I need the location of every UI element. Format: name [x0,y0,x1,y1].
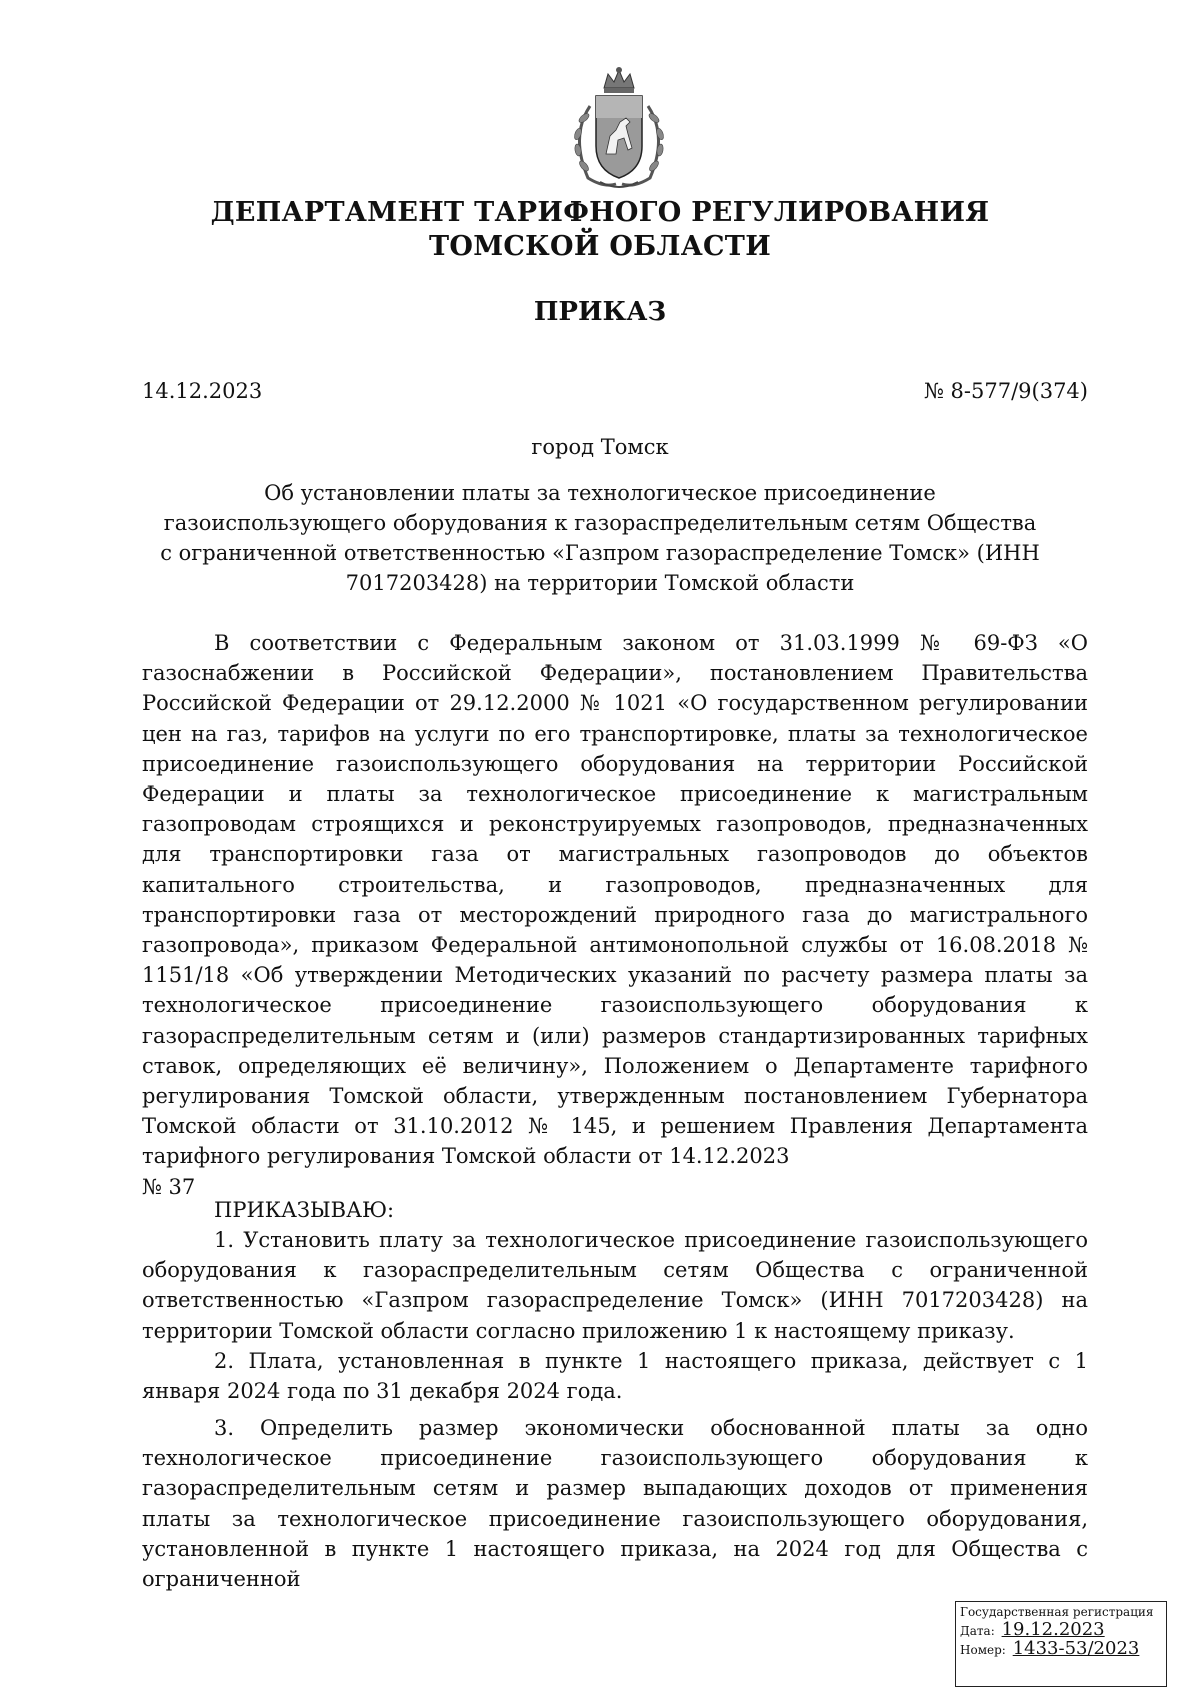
department-name [150,196,1050,264]
stamp-number-value: 1433-53/2023 [1012,1638,1140,1659]
order-subject: Об установлении платы за технологическое присоединение газоиспользующего оборудования к газораспределительным сетям Общества с ограниченной ответственностью «Газпром газораспределение Томск» (ИНН 7017203428) на территории Томской области [160,481,1040,595]
stamp-number-label: Номер: [960,1643,1006,1657]
stamp-date-value: 19.12.2023 [1001,1619,1105,1640]
department-name-line1: ДЕПАРТАМЕНТ ТАРИФНОГО РЕГУЛИРОВАНИЯ [210,197,990,228]
order-item-3: 3. Определить размер экономически обоснованной платы за одно технологическое присоединение газоиспользующего оборудования к газораспределительным сетям и размер выпадающих доходов от применения платы за технологическое присоединение газоиспользующего оборудования, установленной в пункте 1 настоящего приказа, на 2024 год для Общества с ограниченной [142,1416,1088,1592]
order-number: № 8-577/9(374) [924,379,1088,403]
city: город Томск [531,435,669,459]
stamp-title: Государственная регистрация [960,1605,1154,1619]
registration-stamp [955,1601,1167,1687]
preamble-tail: № 37 [142,1174,196,1199]
order-item-1: 1. Установить плату за технологическое присоединение газоиспользующего оборудования к газораспределительным сетям Общества с ограниченной ответственностью «Газпром газораспределение Томск» (ИНН 7017203428) на территории Томской области согласно приложению 1 к настоящему приказу. [142,1228,1088,1343]
order-item-2: 2. Плата, установленная в пункте 1 настоящего приказа, действует с 1 января 2024 года по 31 декабря 2024 года. [142,1349,1088,1404]
coat-of-arms-icon [560,66,678,194]
decree-word: ПРИКАЗЫВАЮ: [214,1198,395,1222]
preamble-text: В соответствии с Федеральным законом от 31.03.1999 № 69-ФЗ «О газоснабжении в Российской Федерации», постановлением Правительства Российской Федерации от 29.12.2000 № 1021 «О государственном регулировании цен на газ, тарифов на услуги по его транспортировке, платы за технологическое присоединение газоиспользующего оборудования на территории Российской Федерации и платы за технологическое присоединение к магистральным газопроводам строящихся и реконструируемых газопроводов, предназначенных для транспортировки газа от магистральных газопроводов до объектов капитального строительства, и газопроводов, предназначенных для транспортировки газа от месторождений природного газа до магистрального газопровода», приказом Федеральной антимонопольной службы от 16.08.2018 № 1151/18 «Об утверждении Методических указаний по расчету размера платы за технологическое присоединение газоиспользующего оборудования к газораспределительным сетям и (или) размеров стандартизированных тарифных ставок, определяющих её величину», Положением о Департаменте тарифного регулирования Томской области, утвержденным постановлением Губернатора Томской области от 31.10.2012 № 145, и решением Правления Департамента тарифного регулирования Томской области от 14.12.2023 [142,631,1088,1169]
stamp-date-label: Дата: [960,1624,995,1638]
order-date: 14.12.2023 [142,379,263,403]
preamble-paragraph [142,628,1088,1202]
department-name-line2: ТОМСКОЙ ОБЛАСТИ [428,231,772,262]
document-type: ПРИКАЗ [533,297,667,327]
